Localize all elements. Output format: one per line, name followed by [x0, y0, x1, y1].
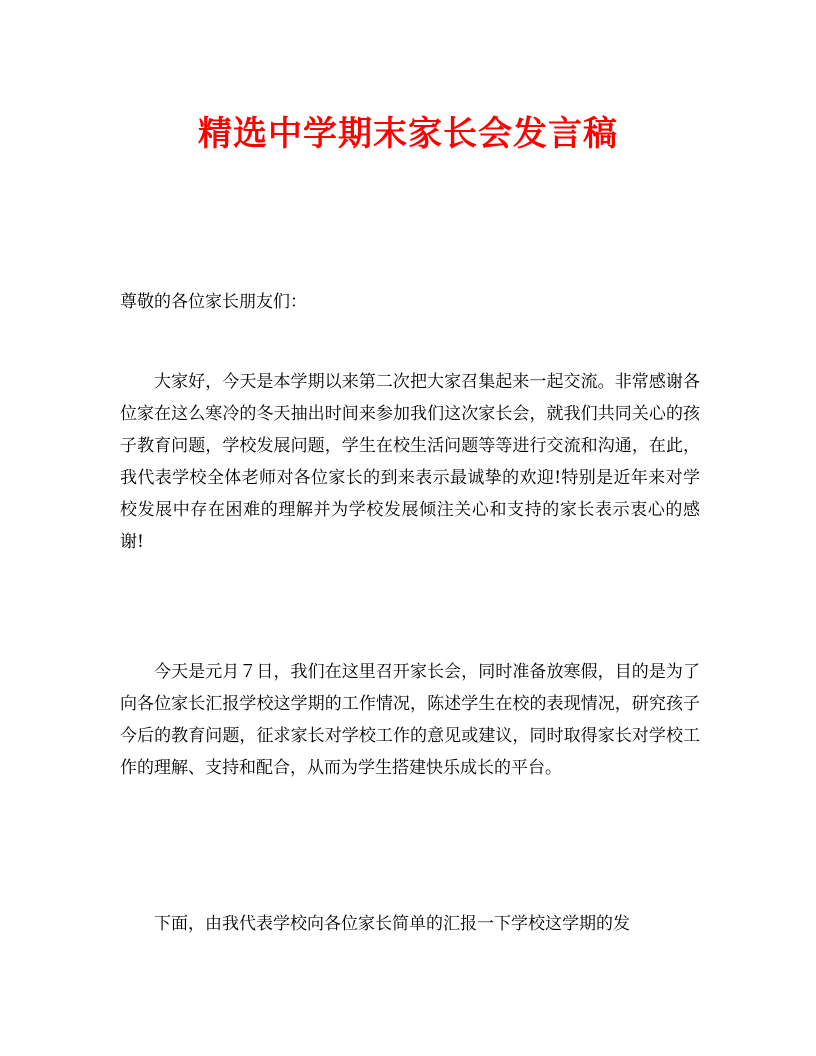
paragraph-purpose: 今天是元月７日，我们在这里召开家长会，同时准备放寒假，目的是为了向各位家长汇报学校这学期的工作情况，陈述学生在校的表现情况，研究孩子今后的教育问题，征求家长对学校工作的意见或建议，同时取得家长对学校工作的理解、支持和配合，从而为学生搭建快乐成长的平台。 — [120, 662, 700, 778]
document-title: 精选中学期末家长会发言稿 — [198, 114, 618, 154]
paragraph-greeting: 大家好，今天是本学期以来第二次把大家召集起来一起交流。非常感谢各位家在这么寒冷的冬天抽出时间来参加我们这次家长会，就我们共同关心的孩子教育问题，学校发展问题，学生在校生活问题等等进行交流和沟通，在此，我代表学校全体老师对各位家长的到来表示最诚挚的欢迎!特别是近年来对学校发展中存在困难的理解并为学校发展倾注关心和支持的家长表示衷心的感谢! — [120, 372, 700, 552]
salutation: 尊敬的各位家长朋友们： — [120, 292, 307, 312]
paragraph-report-intro: 下面，由我代表学校向各位家长简单的汇报一下学校这学期的发 — [154, 914, 630, 934]
